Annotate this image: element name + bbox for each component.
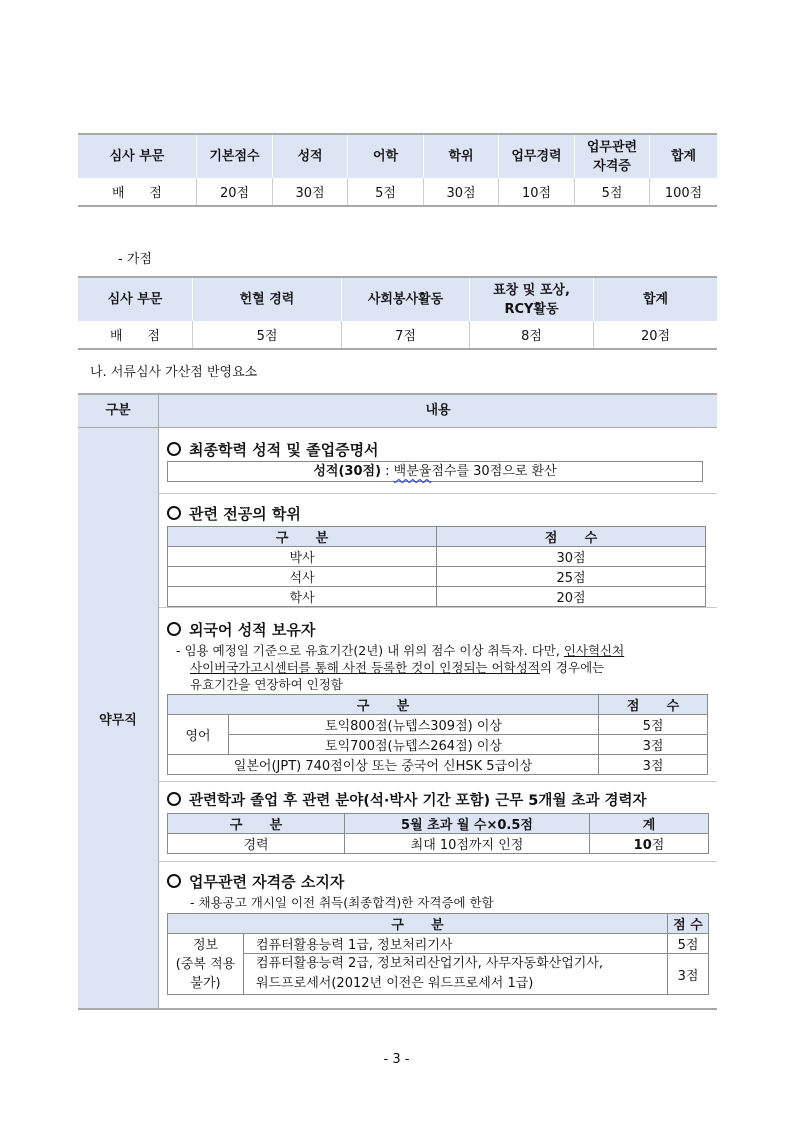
table-cell: 10점 [499,178,575,206]
header-cell: 점 수 [437,527,706,547]
header-cell: 심사 부문 [109,149,165,164]
section-heading: 나. 서류심사 가산점 반영요소 [90,365,258,380]
table-cell: 5점 [193,321,342,349]
header-cell: 학위 [424,134,499,178]
bonus-table [78,276,717,350]
table-row: 학사 20점 [168,587,706,607]
table-row: 컴퓨터활용능력 2급, 정보처리산업기사, 사무자동화산업기사, 워드프로세서(2012년 이전은 워드프로세서 1급) 3점 [168,954,709,995]
section-title: 외국어 성적 보유자 [167,619,315,640]
score-table-row [78,178,717,206]
table-row: 토익700점(뉴텝스264점) 이상 3점 [168,735,708,755]
header-cell: 점 수 [599,695,708,715]
language-note: - 임용 예정일 기준으로 유효기간(2년) 내 위의 점수 이상 취득자. 다만, 인사혁신처 [176,643,625,658]
section-certificate [159,862,717,1008]
table-row: 경력 최대 10점까지 인정 10점 [168,834,709,854]
circle-icon [167,874,181,888]
table-row: 일본어(JPT) 740점이상 또는 중국어 신HSK 5급이상 3점 [168,755,708,775]
header-cell: 내용 [425,403,451,418]
certificate-note: - 채용공고 개시일 이전 취득(최종합격)한 자격증에 한함 [190,895,494,910]
bonus-label: - 가점 [118,252,152,267]
transcript-box: 성적(30점) : 백분율점수를 30점으로 환산 [167,461,703,482]
circle-icon [167,792,181,806]
table-row: 영어 토익800점(뉴텝스309점) 이상 5점 [168,715,708,735]
bonus-table-row [78,321,717,349]
table-cell: 20점 [594,321,718,349]
header-cell: 표창 및 포상, RCY활동 [470,277,594,321]
header-cell: 계 [590,814,709,834]
header-cell: 심사 부문 [107,292,163,307]
header-cell: 구 분 [168,695,599,715]
score-table [78,133,717,207]
circle-icon [167,442,181,456]
criteria-table-header [78,395,717,428]
table-cell: 배 점 [112,186,162,201]
bonus-table-header [78,277,717,321]
category-cell: 정보 (중복 적용 불가) [168,934,244,995]
table-row: 석사 25점 [168,567,706,587]
header-cell: 5월 초과 월 수×0.5점 [345,814,590,834]
section-title: 최종학력 성적 및 졸업증명서 [167,439,379,460]
header-cell: 점 수 [668,914,709,934]
header-cell: 합계 [594,277,718,321]
header-cell: 구 분 [168,914,668,934]
experience-table [167,813,709,854]
category-cell [78,428,159,1008]
table-cell: 5점 [575,178,650,206]
circle-icon [167,622,181,636]
criteria-table [78,393,717,1010]
header-cell: 기본점수 [197,134,273,178]
section-title: 관련학과 졸업 후 관련 분야(석·박사 기간 포함) 근무 5개월 초과 경력자 [167,789,647,810]
section-language [159,608,717,782]
section-title: 관련 전공의 학위 [167,503,301,524]
header-cell: 성적 [273,134,348,178]
header-cell: 합계 [650,134,718,178]
language-note: 사이버국가고시센터를 통해 사전 등록한 것이 인정되는 어학성적의 경우에는 [190,660,605,675]
table-cell: 30점 [273,178,348,206]
header-cell: 어학 [348,134,424,178]
table-cell: 8점 [470,321,594,349]
table-cell: 5점 [348,178,424,206]
score-table-header [78,134,717,178]
circle-icon [167,506,181,520]
section-degree [159,494,717,608]
table-cell: 배 점 [110,329,160,344]
page-number: - 3 - [383,1052,410,1067]
header-cell: 헌혈 경력 [193,277,342,321]
header-cell: 구분 [78,395,159,427]
table-cell: 7점 [342,321,470,349]
table-row: 정보 (중복 적용 불가) 컴퓨터활용능력 1급, 정보처리기사 5점 [168,934,709,954]
header-cell: 구 분 [168,814,345,834]
section-transcript [159,428,717,494]
header-cell: 업무경력 [499,134,575,178]
table-cell: 20점 [197,178,273,206]
table-cell: 100점 [650,178,718,206]
language-table [167,694,708,775]
header-cell: 구 분 [168,527,437,547]
category-label: 약무직 [99,712,137,728]
language-note: 유효기간을 연장하여 인정함 [190,677,343,692]
header-cell: 사회봉사활동 [342,277,470,321]
table-row: 박사 30점 [168,547,706,567]
header-cell: 업무관련 자격증 [575,134,650,178]
certificate-table [167,913,709,995]
section-experience [159,782,717,862]
degree-table [167,526,706,607]
section-title: 업무관련 자격증 소지자 [167,871,344,892]
table-cell: 30점 [424,178,499,206]
